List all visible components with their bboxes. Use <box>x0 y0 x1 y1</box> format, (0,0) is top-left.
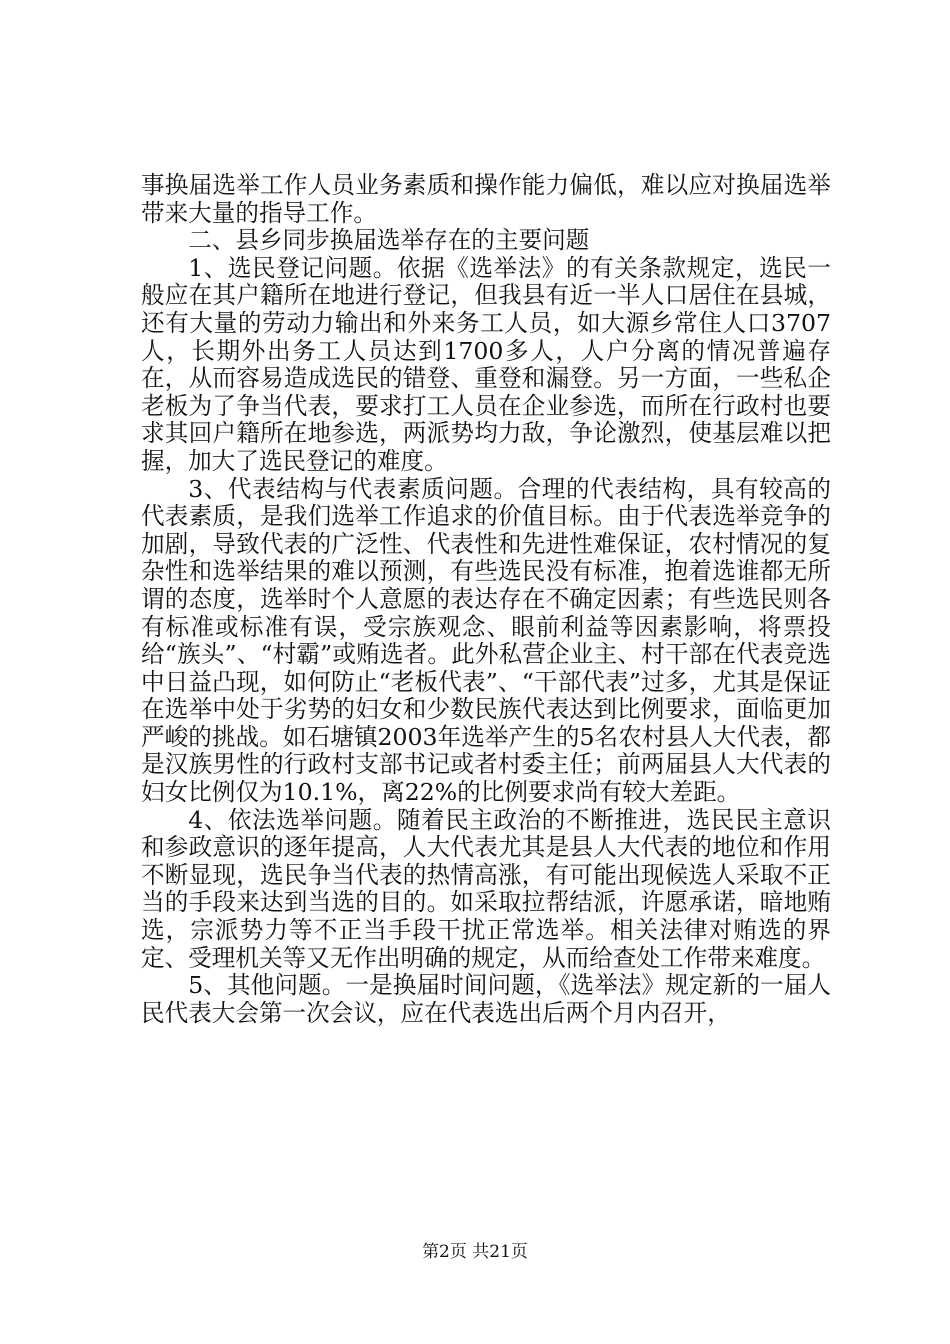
document-body <box>141 172 831 1027</box>
paragraph-voter-registration: 1、选民登记问题。依据《选举法》的有关条款规定，选民一般应在其户籍所在地进行登记，但我县有近一半人口居住在县城，还有大量的劳动力输出和外来务工人员，如大源乡常住人口3707人，长期外出务工人员达到1700多人，人户分离的情况普遍存在，从而容易造成选民的错登、重登和漏登。另一方面，一些私企老板为了争当代表，要求打工人员在企业参选，而所在行政村也要求其回户籍所在地参选，两派势均力敌，争论激烈，使基层难以把握，加大了选民登记的难度。 <box>141 253 831 475</box>
paragraph-representative-structure: 3、代表结构与代表素质问题。合理的代表结构，具有较高的代表素质，是我们选举工作追求的价值目标。由于代表选举竞争的加剧，导致代表的广泛性、代表性和先进性难保证，农村情况的复杂性和选举结果的难以预测，有些选民没有标准，抱着选谁都无所谓的态度，选举时个人意愿的表达存在不确定因素；有些选民则各有标准或标准有误，受宗族观念、眼前利益等因素影响，将票投给“族头”、“村霸”或贿选者。此外私营企业主、村干部在代表竞选中日益凸现，如何防止“老板代表”、“干部代表”过多，尤其是保证在选举中处于劣势的妇女和少数民族代表达到比例要求，面临更加严峻的挑战。如石塘镇2003年选举产生的5名农村县人大代表，都是汉族男性的行政村支部书记或者村委主任；前两届县人大代表的妇女比例仅为10.1%，离22%的比例要求尚有较大差距。 <box>141 474 831 807</box>
page-number-footer: 第2页 共21页 <box>422 1242 528 1262</box>
section-heading: 二、县乡同步换届选举存在的主要问题 <box>188 226 590 255</box>
paragraph-lawful-election: 4、依法选举问题。随着民主政治的不断推进，选民民主意识和参政意识的逐年提高，人大代表尤其是县人大代表的地位和作用不断显现，选民争当代表的热情高涨，有可能出现候选人采取不正当的手段来达到当选的目的。如采取拉帮结派，许愿承诺，暗地贿选，宗派势力等不正当手段干扰正常选举。相关法律对贿选的界定、受理机关等又无作出明确的规定，从而给查处工作带来难度。 <box>141 805 831 972</box>
paragraph-other-issues: 5、其他问题。一是换届时间问题，《选举法》规定新的一届人民代表大会第一次会议，应在代表选出后两个月内召开， <box>141 971 831 1027</box>
paragraph-continuation: 事换届选举工作人员业务素质和操作能力偏低，难以应对换届选举带来大量的指导工作。 <box>141 171 831 227</box>
